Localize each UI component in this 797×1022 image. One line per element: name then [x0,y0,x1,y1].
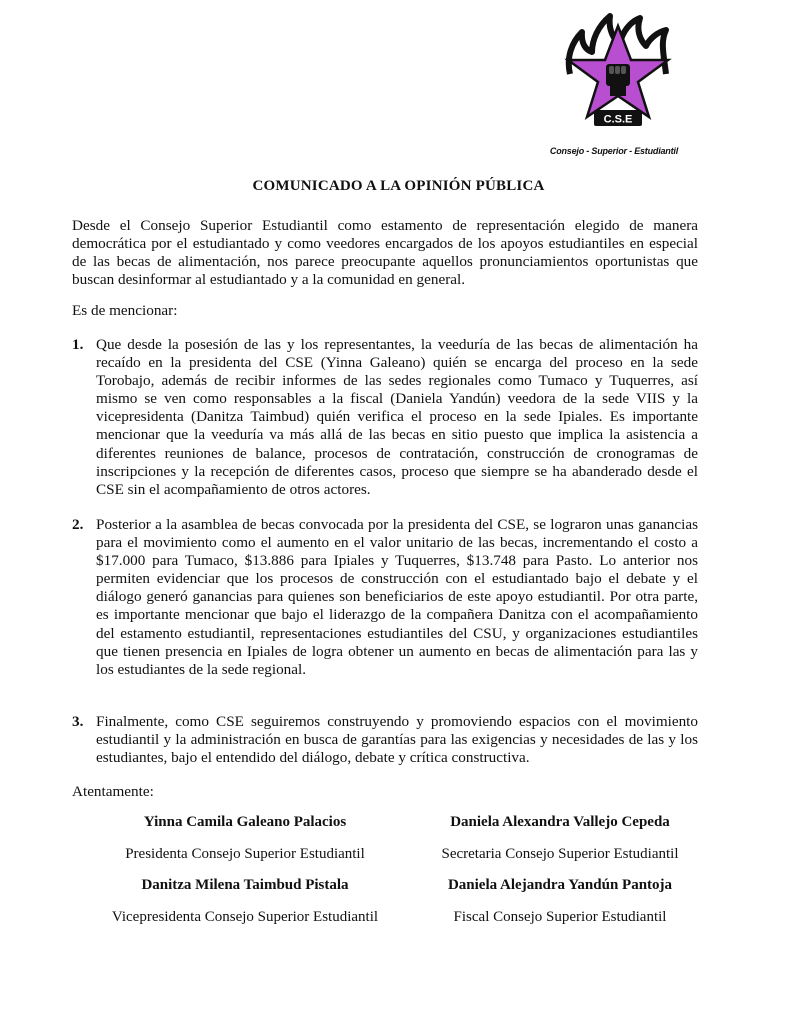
signature-name: Daniela Alexandra Vallejo Cepeda [450,814,670,830]
numbered-list [72,713,698,767]
list-item-number: 3. [72,713,84,730]
list-item-text: Posterior a la asamblea de becas convocada por la presidenta del CSE, se lograron unas ganancias para el movimiento como el aumento en el valor unitario de las becas, incrementando el costo a $17.000 para Tumaco, $13.886 para Ipiales y Tuquerres, $13.748 para Pasto. Lo anterior nos permiten evidenciar que los procesos de construcción con el estudiantado bajo el debate y el diálogo generó ganancias para quienes son beneficiarios de este apoyo estudiantil. Por otra parte, es importante mencionar que bajo el liderazgo de la compañera Danitza con el acompañamiento del estamento estudiantil, representaciones estudiantiles del CSU, y organizaciones estudiantiles que tienen presencia en Ipiales de logra obtener un aumento en becas de alimentación para las y los estudiantes de la sede regional. [96,516,698,678]
signature-name: Yinna Camila Galeano Palacios [143,814,347,830]
signature-name: Daniela Alejandra Yandún Pantoja [447,877,673,893]
list-item [72,713,698,767]
list-item-text: Que desde la posesión de las y los representantes, la veeduría de las becas de alimentación ha recaído en la presidenta del CSE (Yinna Galeano) quién se encarga del proceso en la sede Torobajo, además de recibir informes de las sedes regionales como Tumaco y Tuquerres, así mismo se ven como responsables a la fiscal (Daniela Yandún) veedora de la sede VIIS y la vicepresidenta (Danitza Taimbud) quién verifica el proceso en la sede Ipiales. Es importante mencionar que la veeduría va más allá de las becas en sitio puesto que implica la asistencia a diferentes reuniones de balance, procesos de contratación, construcción de cronogramas de inscripciones y la recepción de diferentes casos, proceso que siempre se ha abanderado desde el CSE sin el acompañamiento de otros actores. [96,336,698,498]
signature-role: Fiscal Consejo Superior Estudiantil [453,909,667,925]
numbered-list [72,516,698,679]
cse-logo [548,12,688,132]
closing-text: Atentamente: [72,783,154,800]
list-item-number: 2. [72,516,84,533]
signature-name: Danitza Milena Taimbud Pistala [141,877,349,893]
signature-role: Presidenta Consejo Superior Estudiantil [125,846,365,862]
cse-badge-text: C.S.E [603,113,633,126]
logo-caption: Consejo - Superior - Estudiantil [549,146,678,156]
list-item-number: 1. [72,336,84,353]
list-item [72,516,698,679]
signature-role: Secretaria Consejo Superior Estudiantil [441,846,679,862]
list-item [72,336,698,499]
page-title: COMUNICADO A LA OPINIÓN PÚBLICA [252,178,545,194]
numbered-list [72,336,698,499]
mention-label: Es de mencionar: [72,302,178,319]
list-item-text: Finalmente, como CSE seguiremos construyendo y promoviendo espacios con el movimiento estudiantil y la administración en busca de garantías para las exigencias y necesidades de las y los estudiantes, bajo el entendido del diálogo, debate y crítica constructiva. [96,713,698,767]
signature-role: Vicepresidenta Consejo Superior Estudiantil [111,909,379,925]
intro-paragraph: Desde el Consejo Superior Estudiantil como estamento de representación elegido de manera democrática por el estudiantado y como veedores encargados de los apoyos estudiantiles en especial de las becas de alimentación, nos parece preocupante aquellos pronunciamientos oportunistas que buscan desinformar al estudiantado y a la comunidad en general. [72,217,698,288]
